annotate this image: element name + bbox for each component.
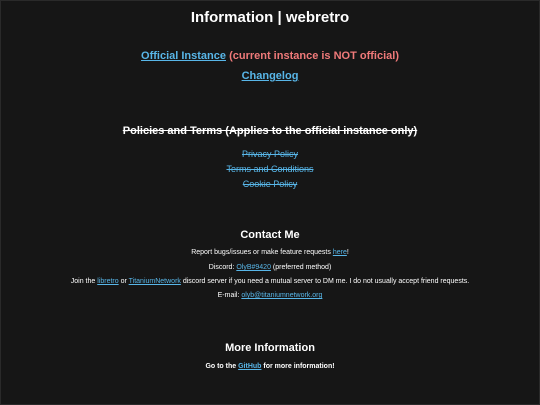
email-line: [1, 291, 539, 300]
discord-label: Discord:: [208, 264, 237, 271]
report-link[interactable]: here: [332, 249, 347, 256]
discord-line: [1, 263, 539, 272]
instance-line: [1, 49, 539, 63]
email-link[interactable]: olyb@titaniumnetwork.org: [241, 292, 323, 299]
discord-link[interactable]: OlyB#9420: [236, 264, 271, 271]
github-suffix: for more information!: [261, 363, 335, 370]
titaniumnetwork-link[interactable]: TitaniumNetwork: [128, 278, 181, 285]
github-line: [1, 362, 539, 371]
policy-item: [1, 174, 539, 192]
cookie-policy-link[interactable]: Cookie Policy: [242, 179, 298, 189]
policies-heading: Policies and Terms (Applies to the official instance only): [122, 125, 418, 137]
changelog-line: [1, 69, 539, 83]
libretro-link[interactable]: libretro: [97, 278, 119, 285]
changelog-link[interactable]: Changelog: [241, 70, 299, 82]
page-title: Information | webretro: [190, 9, 350, 26]
contact-heading: Contact Me: [240, 229, 300, 241]
email-label: E-mail:: [217, 292, 242, 299]
terms-link[interactable]: Terms and Conditions: [226, 164, 314, 174]
join-mid: or: [118, 278, 129, 285]
privacy-policy-link[interactable]: Privacy Policy: [241, 149, 298, 159]
report-suffix: !: [346, 249, 349, 256]
join-suffix: discord server if you need a mutual server to DM me. I do not usually accept friend requests.: [180, 278, 470, 285]
report-text: Report bugs/issues or make feature requests: [191, 249, 333, 256]
github-text: Go to the: [205, 363, 239, 370]
instance-warning: (current instance is NOT official): [229, 50, 399, 62]
official-instance-link[interactable]: Official Instance: [141, 50, 226, 62]
discord-note: (preferred method): [270, 264, 332, 271]
github-link[interactable]: GitHub: [238, 363, 262, 370]
join-text: Join the: [70, 278, 98, 285]
join-line: [1, 277, 539, 286]
more-info-heading: More Information: [225, 342, 315, 354]
report-line: [1, 248, 539, 257]
